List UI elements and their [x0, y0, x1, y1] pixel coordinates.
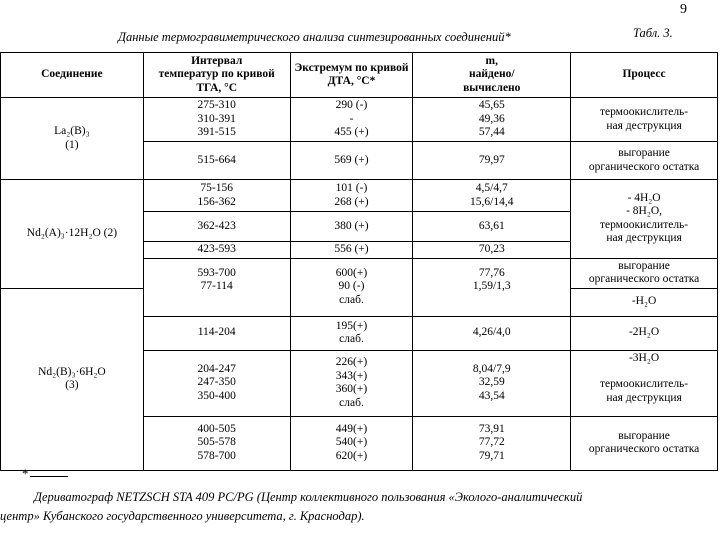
temp-value: 247-350 [197, 376, 236, 389]
temp-value: 505-578 [197, 436, 236, 449]
table-row [1, 98, 718, 142]
table-label: Табл. 3. [633, 26, 673, 40]
mass-cell: 4,26/4,0 [413, 316, 571, 350]
extremum-value: 540(+) [335, 436, 368, 449]
extremum-value: 449(+) [335, 422, 368, 435]
mass-cell [413, 350, 571, 416]
mass-value: 79,71 [478, 449, 505, 462]
process-text: - 8H₂O, [626, 205, 663, 218]
mass-value: 77,72 [478, 436, 505, 449]
header-row [1, 53, 718, 98]
temp-value: 75-156 [200, 182, 233, 194]
extremum-value: 600(+) [335, 266, 368, 279]
temp-cell [143, 258, 290, 316]
temp-cell [143, 350, 290, 416]
mass-value: 8,04/7,9 [472, 362, 511, 375]
tga-table [0, 52, 718, 471]
footnote-line: центр» Кубанского государственного университета, г. Краснодар). [0, 509, 365, 523]
temp-value: 593-700 [197, 266, 236, 279]
process-text: выгорание [618, 259, 670, 272]
extremum-value: 226(+) [335, 356, 368, 368]
header-interval-line: ТГА, °С [196, 81, 238, 94]
header-mass-line: найдено/ [469, 68, 515, 81]
temp-cell: 423-593 [143, 242, 290, 259]
header-process: Процесс [571, 53, 718, 98]
process-text: - 4H₂O [627, 191, 661, 204]
temp-value: 391-515 [197, 126, 236, 139]
temp-value: 400-505 [197, 422, 236, 435]
process-text: ная деструкция [606, 232, 682, 245]
extremum-value: - [349, 112, 354, 125]
header-interval [143, 53, 290, 98]
process-cell [571, 98, 718, 142]
header-mass-line: m, [485, 54, 498, 67]
extremum-value: 195(+) [335, 319, 368, 332]
mass-value: 4,5/4,7 [475, 182, 508, 194]
header-mass-line: вычислено [463, 81, 521, 94]
extremum-value: 620(+) [335, 449, 368, 462]
process-text: ная деструкция [606, 119, 682, 132]
extremum-value: 455 (+) [334, 126, 369, 139]
process-cell [571, 258, 718, 288]
process-text: органического остатка [588, 273, 700, 285]
extremum-value: слаб. [339, 396, 364, 409]
mass-cell: 70,23 [413, 242, 571, 259]
mass-cell: 79,97 [413, 142, 571, 180]
extremum-value: слаб. [339, 333, 364, 345]
footnote-mark: * [22, 466, 29, 481]
process-cell [571, 350, 718, 416]
extremum-cell: 380 (+) [290, 212, 413, 242]
compound-cell [1, 288, 144, 470]
footnote [0, 488, 720, 526]
process-cell [571, 180, 718, 259]
extremum-cell: 556 (+) [290, 242, 413, 259]
footnote-line: Дериватограф NETZSCH STA 409 PC/PG (Центр коллективного пользования «Эколого-аналитический [34, 490, 583, 504]
process-text: органического остатка [588, 443, 700, 455]
mass-value: 73,91 [478, 422, 505, 435]
process-cell [571, 416, 718, 470]
compound-cell [1, 98, 144, 180]
mass-cell [413, 416, 571, 470]
extremum-cell [290, 416, 413, 470]
process-cell [571, 142, 718, 180]
temp-value: 578-700 [197, 449, 236, 462]
table-row [1, 180, 718, 212]
mass-cell [413, 258, 571, 316]
process-text: выгорание [618, 429, 670, 442]
page-number: 9 [680, 2, 687, 17]
extremum-cell [290, 258, 413, 316]
extremum-cell [290, 98, 413, 142]
process-cell: -H₂O [571, 288, 718, 316]
extremum-cell [290, 316, 413, 350]
extremum-value: 343(+) [335, 369, 368, 382]
mass-value: 45,65 [478, 99, 505, 112]
extremum-value: слаб. [339, 293, 364, 306]
mass-value: 1,59/1,3 [472, 280, 511, 292]
header-extremum [290, 53, 413, 98]
temp-value: 275-310 [197, 99, 236, 112]
mass-value: 32,59 [478, 376, 505, 389]
temp-cell: 362-423 [143, 212, 290, 242]
mass-value: 43,54 [478, 389, 505, 402]
process-text: термоокислитель- [599, 106, 689, 118]
header-extremum-line: Экстремум по кривой [294, 61, 409, 74]
process-text: органического остатка [588, 160, 700, 173]
process-text: выгорание [618, 147, 670, 159]
header-compound: Соединение [1, 53, 144, 98]
temp-value: 204-247 [197, 362, 236, 375]
extremum-value: 90 (-) [338, 280, 365, 292]
temp-cell: 515-664 [143, 142, 290, 180]
extremum-value: 290 (-) [335, 99, 368, 112]
temp-cell: 114-204 [143, 316, 290, 350]
compound-number: (3) [65, 379, 79, 391]
extremum-cell: 569 (+) [290, 142, 413, 180]
extremum-value: 101 (-) [335, 182, 368, 194]
header-mass [413, 53, 571, 98]
temp-value: 156-362 [197, 195, 236, 208]
spacer [573, 365, 715, 378]
temp-cell [143, 98, 290, 142]
mass-value: 15,6/14,4 [470, 195, 514, 208]
mass-cell [413, 180, 571, 212]
mass-value: 49,36 [478, 112, 505, 125]
compound-cell: Nd₂(A)₃·12H₂O (2) [1, 180, 144, 289]
extremum-cell [290, 350, 413, 416]
mass-cell: 63,61 [413, 212, 571, 242]
compound-formula: Nd₂(B)₃·6H₂O [38, 365, 106, 378]
mass-cell [413, 98, 571, 142]
table-title: Данные термогравиметрического анализа синтезированных соединений* [118, 30, 511, 44]
temp-value: 77-114 [200, 280, 233, 292]
header-interval-line: температур по кривой [158, 68, 275, 81]
process-text: -3H₂O [628, 351, 660, 364]
extremum-cell [290, 180, 413, 212]
temp-value: 310-391 [197, 112, 236, 125]
process-text: термоокислитель- [599, 218, 689, 231]
process-cell: -2H₂O [571, 316, 718, 350]
temp-cell [143, 180, 290, 212]
compound-number: (1) [65, 138, 79, 151]
compound-formula: La₂(B)₃ [54, 125, 90, 137]
header-interval-line: Интервал [191, 54, 243, 67]
header-extremum-line: ДТА, °С* [327, 75, 376, 87]
mass-value: 77,76 [478, 266, 505, 279]
footnote-divider [30, 476, 68, 477]
temp-value: 350-400 [197, 389, 236, 402]
extremum-value: 360(+) [335, 383, 368, 395]
mass-value: 57,44 [478, 126, 505, 139]
process-text: термоокислитель- [599, 378, 689, 390]
extremum-value: 268 (+) [334, 195, 369, 208]
process-text: ная деструкция [606, 391, 682, 404]
temp-cell [143, 416, 290, 470]
